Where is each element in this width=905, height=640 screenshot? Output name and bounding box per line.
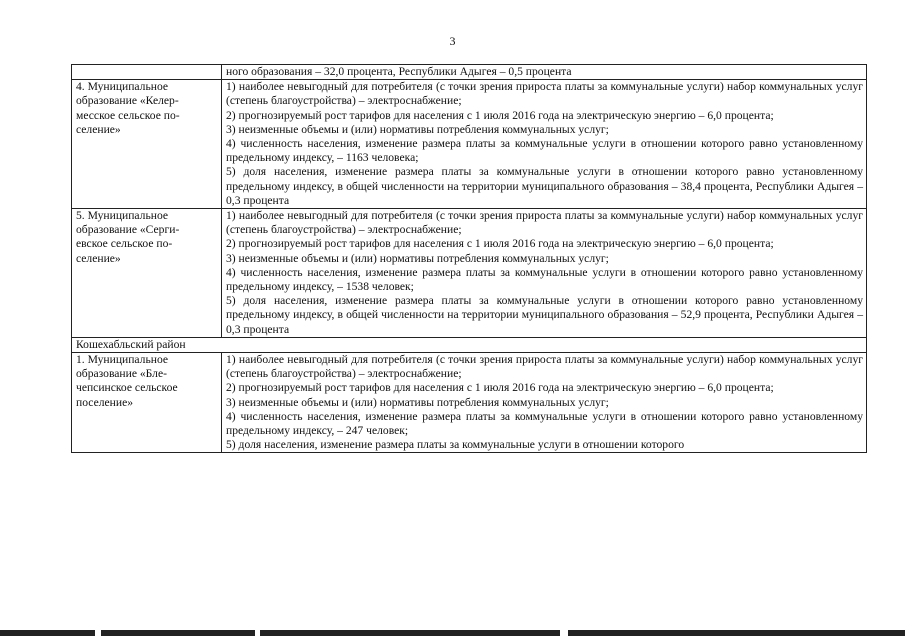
items-cell [222,80,867,209]
list-item: 4) численность населения, изменение размера платы за коммунальные услуги в отношении которого равно установленному предельному индексу, – 1163 человека; [226,137,863,165]
section-row [72,337,867,352]
scan-edge-gap [95,630,101,636]
table-row [72,65,867,80]
municipality-cell: 1. Муниципальное образование «Бле- чепсинское сельское поселение» [72,353,222,453]
items-cell [222,353,867,453]
list-item: 4) численность населения, изменение размера платы за коммунальные услуги в отношении которого равно установленному предельному индексу, – 247 человек; [226,409,863,438]
list-item: 3) неизменные объемы и (или) нормативы потребления коммунальных услуг; [226,251,609,265]
items-cell [222,209,867,338]
list-item: 5) доля населения, изменение размера платы за коммунальные услуги в отношении которого равно установленному предельному индексу, в общей численности на территории муниципального образования – 52,9 процента, Республики Адыгея – 0,3 процента [226,294,863,336]
scan-edge-bar [0,630,905,636]
list-item: 5) доля населения, изменение размера платы за коммунальные услуги в отношении которого [226,438,685,452]
municipality-cell: 4. Муниципальное образование «Келер- месское сельское по- селение» [72,80,222,209]
table-row [72,209,867,338]
municipality-cell: 5. Муниципальное образование «Серги- евское сельское по- селение» [72,209,222,338]
list-item: 3) неизменные объемы и (или) нормативы потребления коммунальных услуг; [226,395,609,409]
continuation-cell: ного образования – 32,0 процента, Республики Адыгея – 0,5 процента [222,65,867,80]
scan-edge-gap [255,630,260,636]
list-item: 2) прогнозируемый рост тарифов для населения с 1 июля 2016 года на электрическую энергию – 6,0 процента; [226,237,774,251]
list-item: 1) наиболее невыгодный для потребителя (с точки зрения прироста платы за коммунальные услуги) набор коммунальных услуг (степень благоустройства) – электроснабжение; [226,80,863,108]
list-item: 4) численность населения, изменение размера платы за коммунальные услуги в отношении которого равно установленному предельному индексу, – 1538 человек; [226,265,863,294]
list-item: 3) неизменные объемы и (или) нормативы потребления коммунальных услуг; [226,122,609,136]
list-item: 2) прогнозируемый рост тарифов для населения с 1 июля 2016 года на электрическую энергию – 6,0 процента; [226,381,774,395]
list-item: 2) прогнозируемый рост тарифов для населения с 1 июля 2016 года на электрическую энергию – 6,0 процента; [226,108,774,122]
tariff-table [71,64,867,453]
section-title: Кошехабльский район [72,337,867,352]
scan-edge-gap [560,630,568,636]
page-number: 3 [449,34,456,48]
list-item: 1) наиболее невыгодный для потребителя (с точки зрения прироста платы за коммунальные услуги) набор коммунальных услуг (степень благоустройства) – электроснабжение; [226,209,863,237]
list-item: 5) доля населения, изменение размера платы за коммунальные услуги в отношении которого равно установленному предельному индексу, в общей численности на территории муниципального образования – 38,4 процента, Республики Адыгея – 0,3 процента [226,165,863,207]
table-row [72,80,867,209]
empty-cell [72,65,222,80]
list-item: 1) наиболее невыгодный для потребителя (с точки зрения прироста платы за коммунальные услуги) набор коммунальных услуг (степень благоустройства) – электроснабжение; [226,353,863,381]
table-row [72,353,867,453]
